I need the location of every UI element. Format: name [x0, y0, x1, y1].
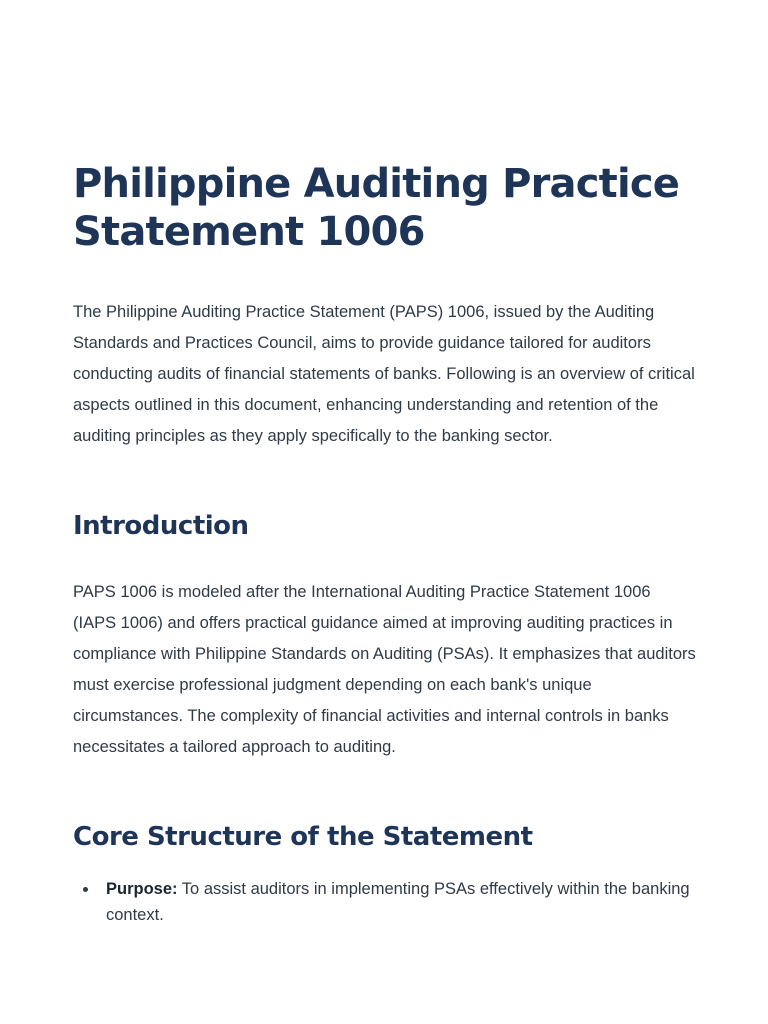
section-heading-introduction: Introduction: [73, 511, 249, 541]
core-structure-list: [73, 876, 698, 928]
bullet-label: Purpose:: [106, 880, 178, 898]
list-item: [73, 876, 698, 928]
bullet-icon: [83, 887, 88, 892]
document-title: Philippine Auditing Practice Statement 1006: [73, 161, 680, 255]
introduction-paragraph: PAPS 1006 is modeled after the International Auditing Practice Statement 1006 (IAPS 1006) and offers practical guidance aimed at improving auditing practices in compliance with Philippine Standards on Auditing (PSAs). It emphasizes that auditors must exercise professional judgment depending on each bank's unique circumstances. The complexity of financial activities and internal controls in banks necessitates a tailored approach to auditing.: [73, 583, 696, 756]
document-content: [73, 160, 698, 928]
intro-paragraph: The Philippine Auditing Practice Statement (PAPS) 1006, issued by the Auditing Standards and Practices Council, aims to provide guidance tailored for auditors conducting audits of financial statements of banks. Following is an overview of critical aspects outlined in this document, enhancing understanding and retention of the auditing principles as they apply specifically to the banking sector.: [73, 303, 695, 445]
section-heading-core-structure: Core Structure of the Statement: [73, 822, 533, 852]
bullet-text: To assist auditors in implementing PSAs effectively within the banking context.: [106, 880, 690, 924]
